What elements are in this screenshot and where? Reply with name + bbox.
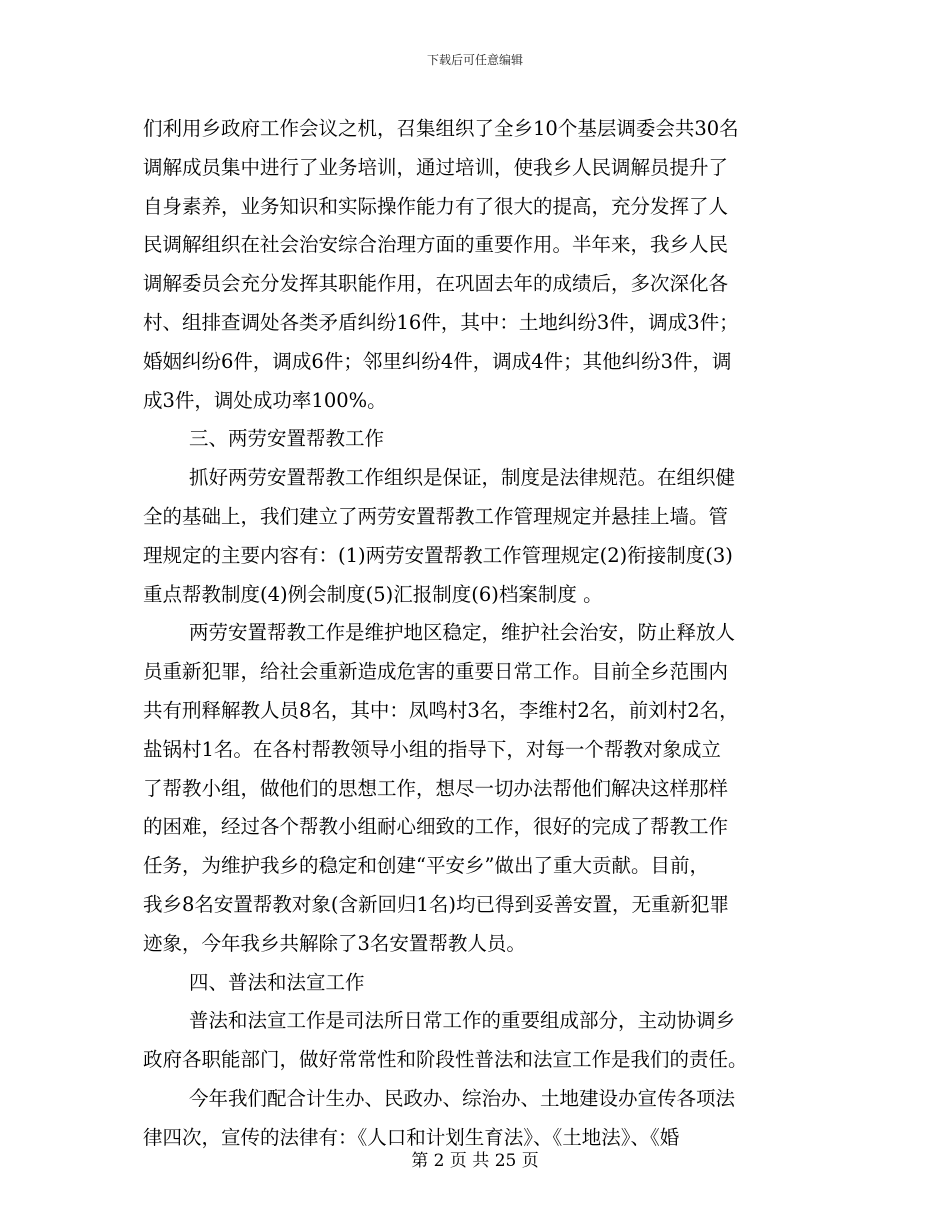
text-line: 的困难，经过各个帮教小组耐心细致的工作，很好的完成了帮教工作 (143, 815, 729, 839)
text-line: 普法和法宣工作是司法所日常工作的重要组成部分，主动协调乡 (189, 1009, 736, 1033)
page-header: 下载后可任意编辑 (426, 53, 523, 67)
text-line: 盐锅村1名。在各村帮教领导小组的指导下，对每一个帮教对象成立 (143, 737, 721, 761)
text-line: 重点帮教制度(4)例会制度(5)汇报制度(6)档案制度 。 (143, 582, 603, 606)
text-line: 任务，为维护我乡的稳定和创建“平安乡”做出了重大贡献。目前， (143, 854, 709, 878)
text-line: 成3件，调处成功率100%。 (143, 388, 387, 412)
text-line: 政府各职能部门，做好常常性和阶段性普法和法宣工作是我们的责任。 (143, 1048, 748, 1072)
text-line: 迹象，今年我乡共解除了3名安置帮教人员。 (143, 931, 526, 955)
text-line: 抓好两劳安置帮教工作组织是保证，制度是法律规范。在组织健 (189, 466, 736, 490)
text-line: 员重新犯罪，给社会重新造成危害的重要日常工作。目前全乡范围内 (143, 660, 729, 684)
text-line: 两劳安置帮教工作是维护地区稳定，维护社会治安，防止释放人 (189, 621, 736, 645)
text-line: 今年我们配合计生办、民政办、综治办、土地建设办宣传各项法 (189, 1086, 736, 1110)
text-line: 三、两劳安置帮教工作 (189, 427, 385, 451)
text-line: 律四次，宣传的法律有：《人口和计划生育法》、《土地法》、《婚 (143, 1125, 680, 1149)
document-body (143, 110, 813, 1158)
text-line: 婚姻纠纷6件，调成6件；邻里纠纷4件，调成4件；其他纠纷3件，调 (143, 349, 732, 373)
text-line: 们利用乡政府工作会议之机，召集组织了全乡10个基层调委会共30名 (143, 117, 739, 140)
page-footer: 第 2 页 共 25 页 (411, 1151, 539, 1171)
text-line: 调解成员集中进行了业务培训，通过培训，使我乡人民调解员提升了 (143, 155, 729, 179)
text-line: 共有刑释解教人员8名，其中：凤鸣村3名，李维村2名，前刘村2名， (143, 698, 739, 722)
text-line: 村、组排查调处各类矛盾纠纷16件，其中：土地纠纷3件，调成3件； (143, 310, 739, 334)
text-line: 全的基础上，我们建立了两劳安置帮教工作管理规定并悬挂上墙。管 (143, 504, 729, 528)
text-line: 四、普法和法宣工作 (189, 970, 365, 994)
text-line: 理规定的主要内容有：(1)两劳安置帮教工作管理规定(2)衔接制度(3) (143, 543, 733, 567)
text-line: 我乡8名安置帮教对象(含新回归1名)均已得到妥善安置，无重新犯罪 (143, 892, 730, 916)
text-line: 了帮教小组，做他们的思想工作，想尽一切办法帮他们解决这样那样 (143, 776, 729, 800)
text-line: 自身素养，业务知识和实际操作能力有了很大的提高，充分发挥了人 (143, 194, 729, 218)
text-line: 调解委员会充分发挥其职能作用，在巩固去年的成绩后，多次深化各 (143, 272, 729, 296)
text-line: 民调解组织在社会治安综合治理方面的重要作用。半年来，我乡人民 (143, 233, 729, 257)
